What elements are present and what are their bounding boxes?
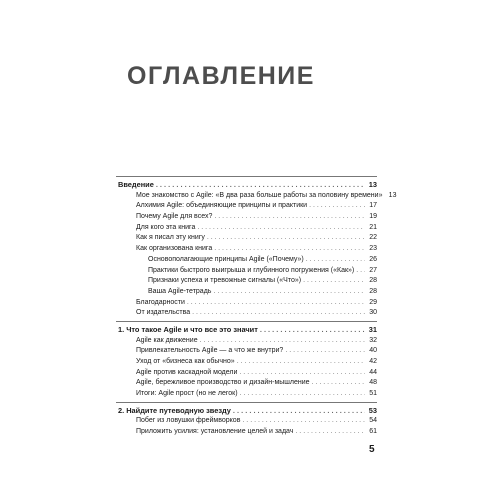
toc-section-chapter-2: [116, 403, 377, 440]
toc-entry: Привлекательность Agile — а что же внутри? . . . 40: [116, 346, 377, 357]
toc-entry: Основополагающие принципы Agile («Почему») . . . 26: [116, 255, 377, 266]
toc-entry: Практики быстрого выигрыша и глубинного погружения («Как») . . . 27: [116, 266, 377, 277]
toc-entry: Почему Agile для всех? . . . 19: [116, 212, 377, 223]
toc-entry: Приложить усилия: установление целей и задач . . . 61: [116, 427, 377, 438]
table-of-contents: [116, 176, 397, 440]
toc-entry: От издательства . . . 30: [116, 308, 377, 319]
toc-entry: Как я писал эту книгу . . . 22: [116, 233, 377, 244]
toc-entry: Признаки успеха и тревожные сигналы («Что») . . . 28: [116, 276, 377, 287]
toc-section-intro: [116, 177, 397, 321]
toc-entry: Введение . . . 13: [116, 180, 377, 191]
toc-entry: Ваша Agile-тетрадь . . . 28: [116, 287, 377, 298]
toc-entry: 2. Найдите путеводную звезду . . . 53: [116, 406, 377, 417]
toc-entry: Agile против каскадной модели . . . 44: [116, 368, 377, 379]
toc-entry: Для кого эта книга . . . 21: [116, 223, 377, 234]
toc-title: ОГЛАВЛЕНИЕ: [127, 62, 315, 90]
toc-entry: Благодарности . . . 29: [116, 298, 377, 309]
toc-entry: Мое знакомство с Agile: «В два раза больше работы за половину времени» 13: [136, 191, 397, 199]
toc-entry: Итоги: Agile прост (но не легок) . . . 51: [116, 389, 377, 400]
toc-section-chapter-1: [116, 322, 377, 402]
toc-entry: Agile как движение . . . 32: [116, 336, 377, 347]
toc-entry: Как организована книга . . . 23: [116, 244, 377, 255]
page-number: 5: [369, 444, 375, 455]
toc-entry: Уход от «бизнеса как обычно» . . . 42: [116, 357, 377, 368]
toc-entry: 1. Что такое Agile и что все это значит . . . 31: [116, 325, 377, 336]
toc-entry: Побег из ловушки фреймворков . . . 54: [116, 416, 377, 427]
toc-entry: Алхимия Agile: объединяющие принципы и практики . . . 17: [116, 201, 377, 212]
toc-entry: Agile, бережливое производство и дизайн-мышление . . . 48: [116, 378, 377, 389]
